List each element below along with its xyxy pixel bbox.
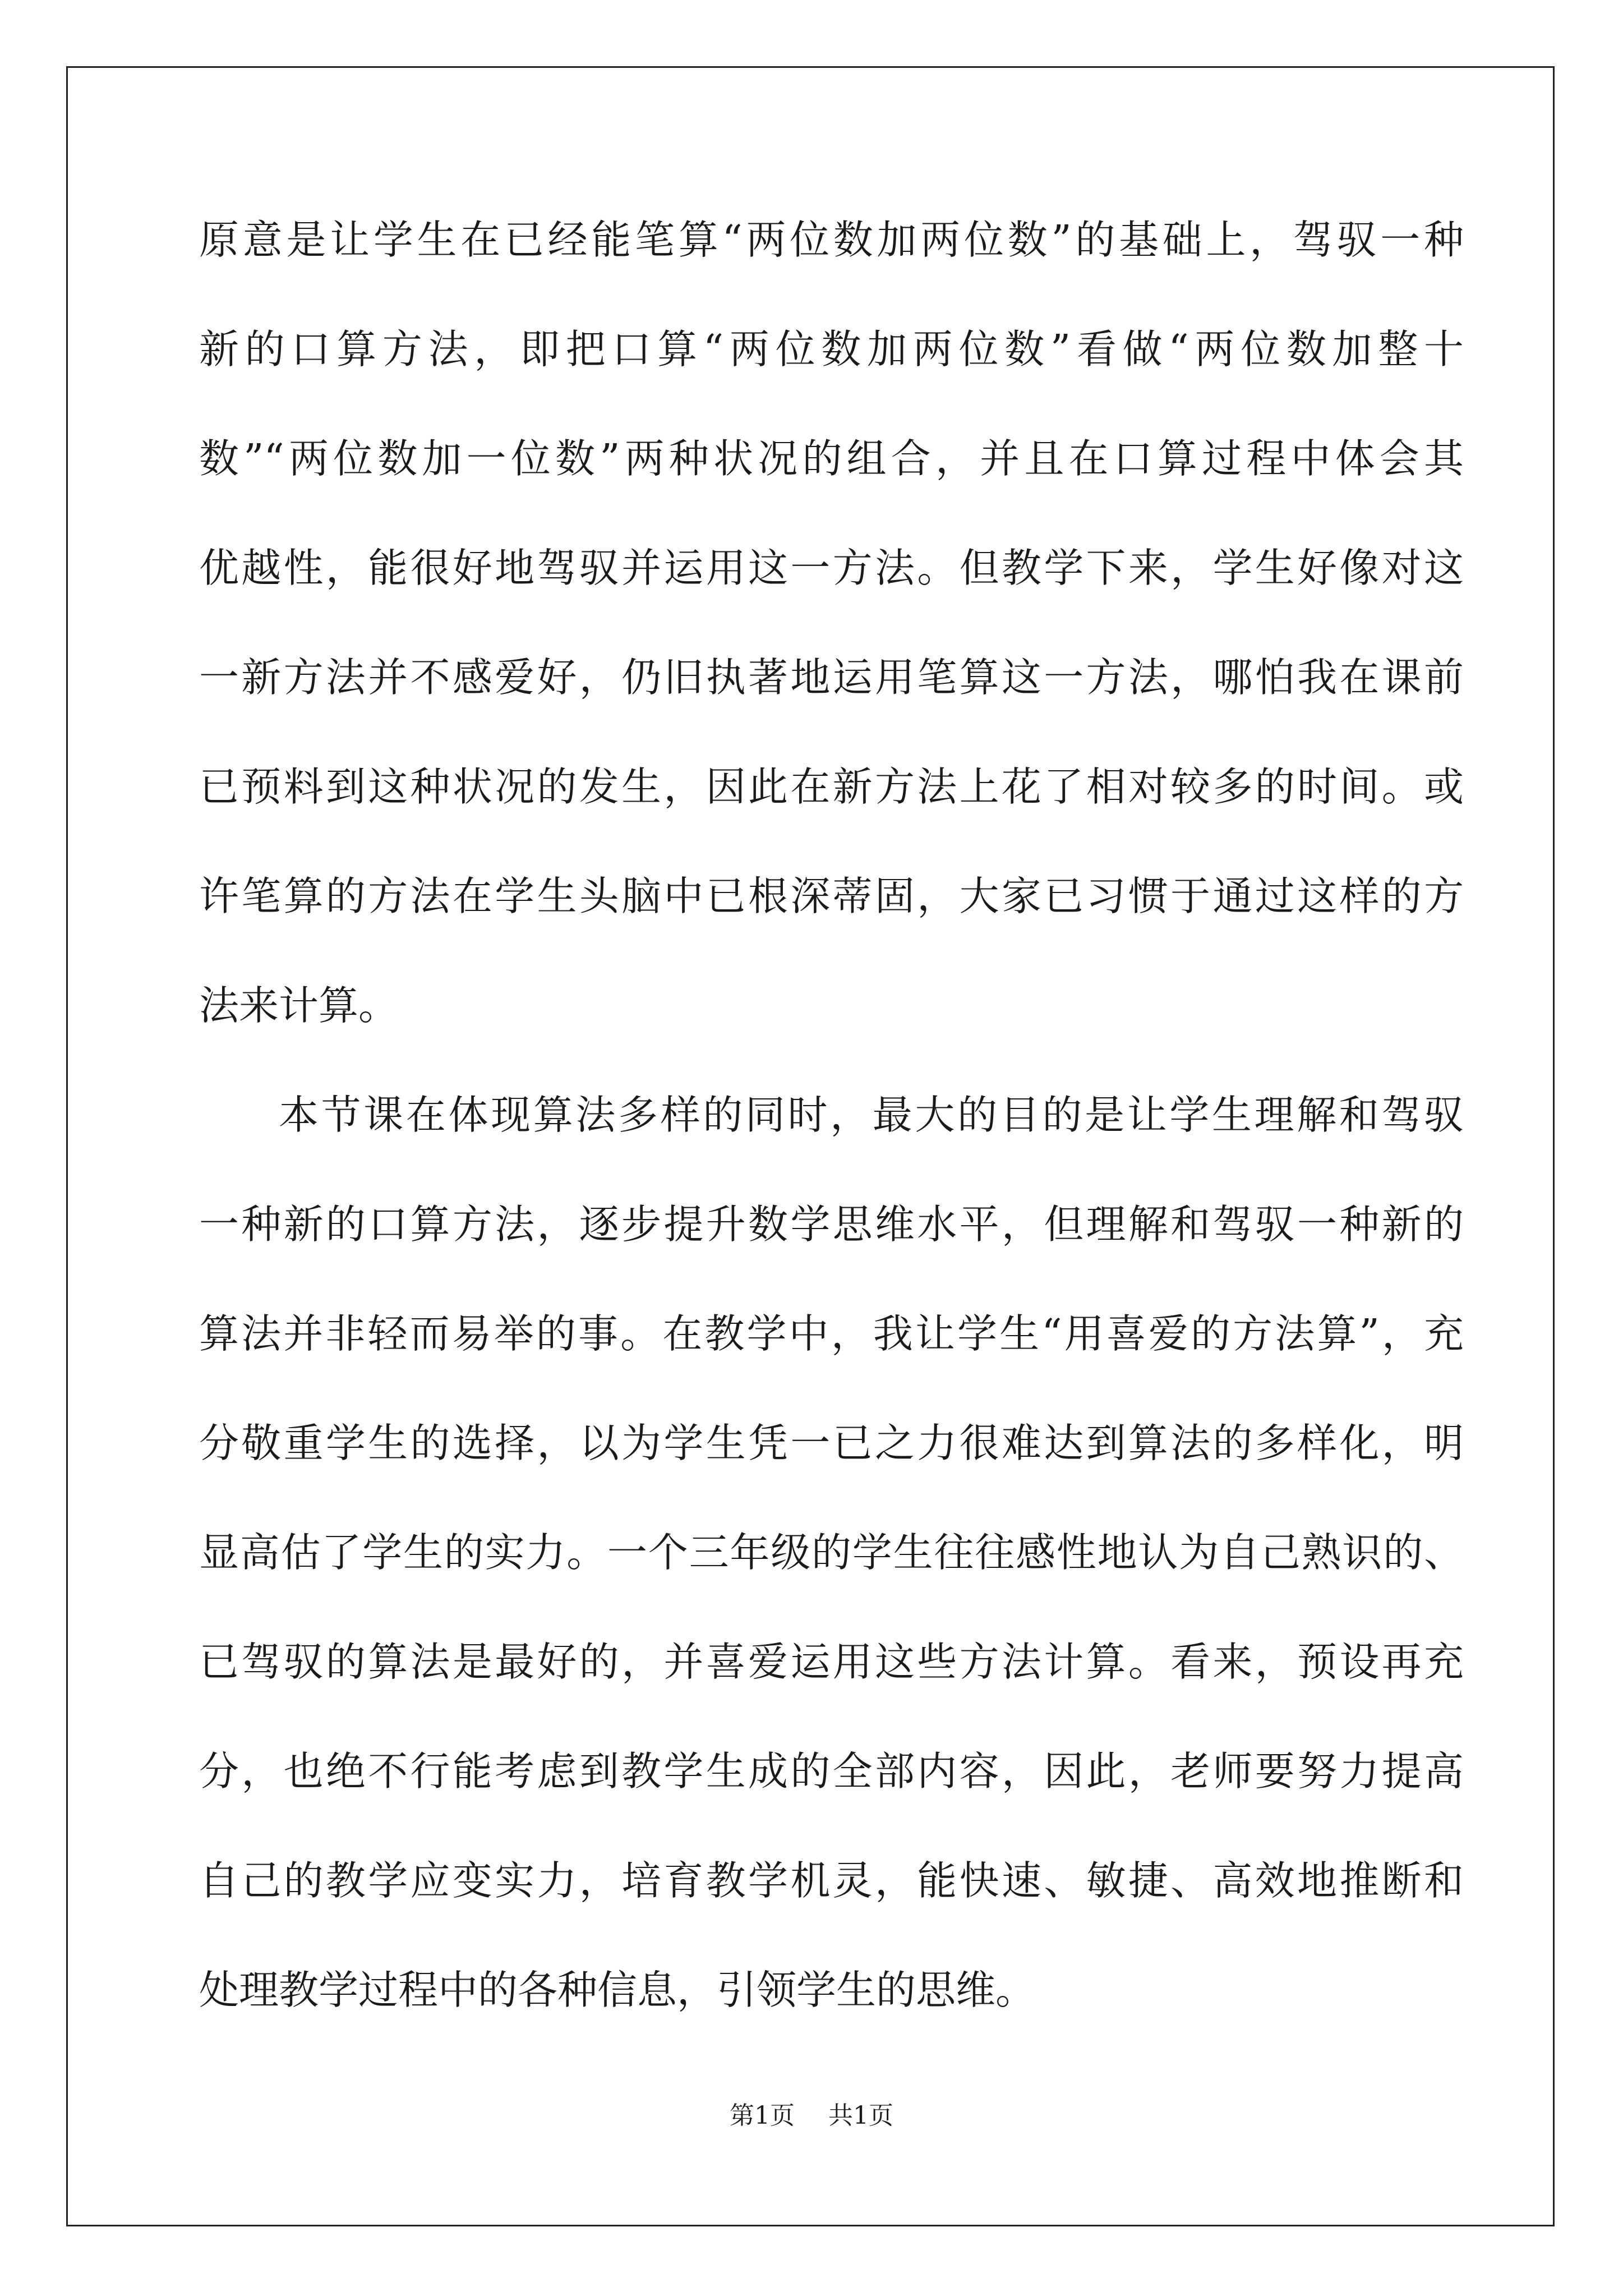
paragraph-1-line-2: 新的口算方法，即把口算“两位数加两位数”看做“两位数加整十 xyxy=(199,326,1464,372)
page-number: 第1页 xyxy=(730,2101,795,2130)
paragraph-2-line-5: 显高估了学生的实力。一个三年级的学生往往感性地认为自己熟识的、 xyxy=(199,1529,1464,1576)
paragraph-1-line-1: 原意是让学生在已经能笔算“两位数加两位数”的基础上，驾驭一种 xyxy=(199,217,1464,263)
paragraph-1-line-6: 已预料到这种状况的发生，因此在新方法上花了相对较多的时间。或 xyxy=(199,763,1464,810)
paragraph-2-line-9: 处理教学过程中的各种信息，引领学生的思维。 xyxy=(199,1967,1036,2013)
paragraph-1-line-8: 法来计算。 xyxy=(199,982,399,1029)
paragraph-2-line-2: 一种新的口算方法，逐步提升数学思维水平，但理解和驾驭一种新的 xyxy=(199,1201,1464,1248)
document-body xyxy=(199,212,1464,2072)
paragraph-2-line-8: 自己的教学应变实力，培育教学机灵，能快速、敏捷、高效地推断和 xyxy=(199,1857,1464,1904)
paragraph-2-line-4: 分敬重学生的选择，以为学生凭一已之力很难达到算法的多样化，明 xyxy=(199,1420,1464,1466)
paragraph-1-line-7: 许笔算的方法在学生头脑中已根深蒂固，大家已习惯于通过这样的方 xyxy=(199,873,1464,919)
paragraph-2-line-6: 已驾驭的算法是最好的，并喜爱运用这些方法计算。看来，预设再充 xyxy=(199,1639,1464,1685)
paragraph-1-line-4: 优越性，能很好地驾驭并运用这一方法。但教学下来，学生好像对这 xyxy=(199,545,1464,591)
page-total: 共1页 xyxy=(828,2101,893,2130)
paragraph-1-line-3: 数”“两位数加一位数”两种状况的组合，并且在口算过程中体会其 xyxy=(199,435,1464,482)
paragraph-2-line-1: 本节课在体现算法多样的同时，最大的目的是让学生理解和驾驭 xyxy=(279,1092,1464,1138)
paragraph-2-line-7: 分，也绝不行能考虑到教学生成的全部内容，因此，老师要努力提高 xyxy=(199,1748,1464,1795)
paragraph-1-line-5: 一新方法并不感爱好，仍旧执著地运用笔算这一方法，哪怕我在课前 xyxy=(199,654,1464,701)
paragraph-2-line-3: 算法并非轻而易举的事。在教学中，我让学生“用喜爱的方法算”，充 xyxy=(199,1310,1464,1357)
page-footer xyxy=(0,2095,1623,2131)
